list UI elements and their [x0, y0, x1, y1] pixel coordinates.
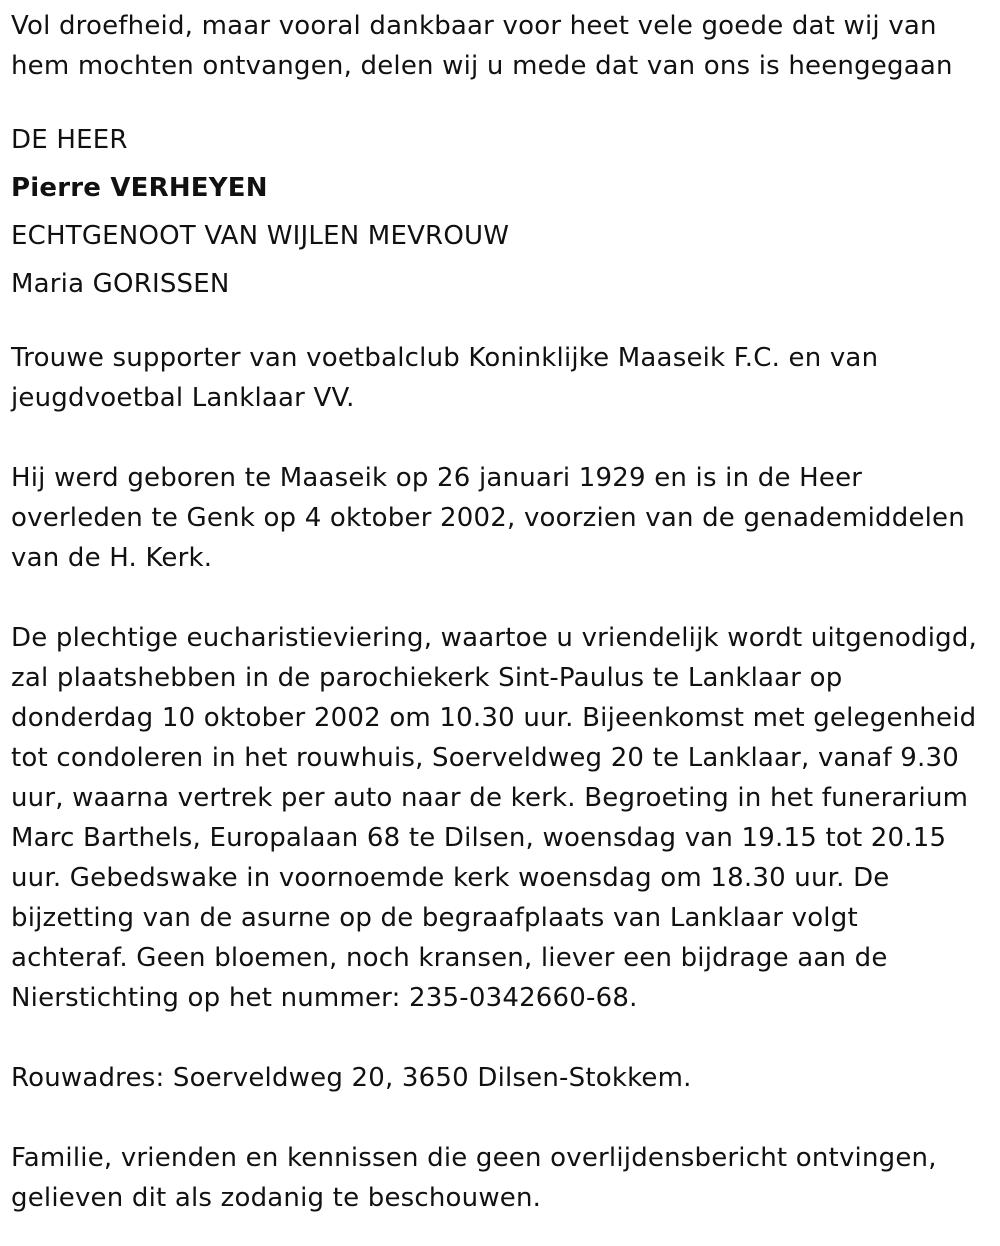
intro-line: Vol droefheid, maar vooral dankbaar voor heet vele goede dat wij van: [11, 11, 937, 41]
birth-death-line: van de H. Kerk.: [11, 543, 213, 573]
honorific: DE HEER: [11, 125, 128, 155]
intro-paragraph: [11, 6, 990, 86]
birth-death-paragraph: [11, 458, 990, 578]
deceased-block: [11, 116, 990, 308]
supporter-paragraph: [11, 338, 990, 418]
closing-line: gelieven dit als zodanig te beschouwen.: [11, 1183, 542, 1213]
ceremony-line: donderdag 10 oktober 2002 om 10.30 uur. Bijeenkomst met gelegenheid: [11, 703, 977, 733]
supporter-line: jeugdvoetbal Lanklaar VV.: [11, 383, 355, 413]
ceremony-line: tot condoleren in het rouwhuis, Soerveldweg 20 te Lanklaar, vanaf 9.30: [11, 743, 959, 773]
closing-paragraph: [11, 1138, 990, 1218]
ceremony-line: Nierstichting op het nummer: 235-0342660-68.: [11, 983, 638, 1013]
relation-line: ECHTGENOOT VAN WIJLEN MEVROUW: [11, 221, 510, 251]
ceremony-line: zal plaatshebben in de parochiekerk Sint-Paulus te Lanklaar op: [11, 663, 843, 693]
address-line: Rouwadres: Soerveldweg 20, 3650 Dilsen-Stokkem.: [11, 1063, 692, 1093]
closing-line: Familie, vrienden en kennissen die geen overlijdensbericht ontvingen,: [11, 1143, 937, 1173]
address-paragraph: [11, 1058, 990, 1098]
ceremony-line: achteraf. Geen bloemen, noch kransen, liever een bijdrage aan de: [11, 943, 888, 973]
supporter-line: Trouwe supporter van voetbalclub Koninklijke Maaseik F.C. en van: [11, 343, 879, 373]
birth-death-line: overleden te Genk op 4 oktober 2002, voorzien van de genademiddelen: [11, 503, 965, 533]
ceremony-paragraph: [11, 618, 990, 1018]
birth-death-line: Hij werd geboren te Maaseik op 26 januari 1929 en is in de Heer: [11, 463, 863, 493]
ceremony-line: Marc Barthels, Europalaan 68 te Dilsen, woensdag van 19.15 tot 20.15: [11, 823, 947, 853]
ceremony-line: De plechtige eucharistieviering, waartoe u vriendelijk wordt uitgenodigd,: [11, 623, 977, 653]
ceremony-line: bijzetting van de asurne op de begraafplaats van Lanklaar volgt: [11, 903, 858, 933]
intro-line: hem mochten ontvangen, delen wij u mede dat van ons is heengegaan: [11, 51, 953, 81]
ceremony-line: uur, waarna vertrek per auto naar de kerk. Begroeting in het funerarium: [11, 783, 969, 813]
deceased-name: Pierre VERHEYEN: [11, 173, 268, 203]
spouse-name: Maria GORISSEN: [11, 269, 230, 299]
ceremony-line: uur. Gebedswake in voornoemde kerk woensdag om 18.30 uur. De: [11, 863, 890, 893]
